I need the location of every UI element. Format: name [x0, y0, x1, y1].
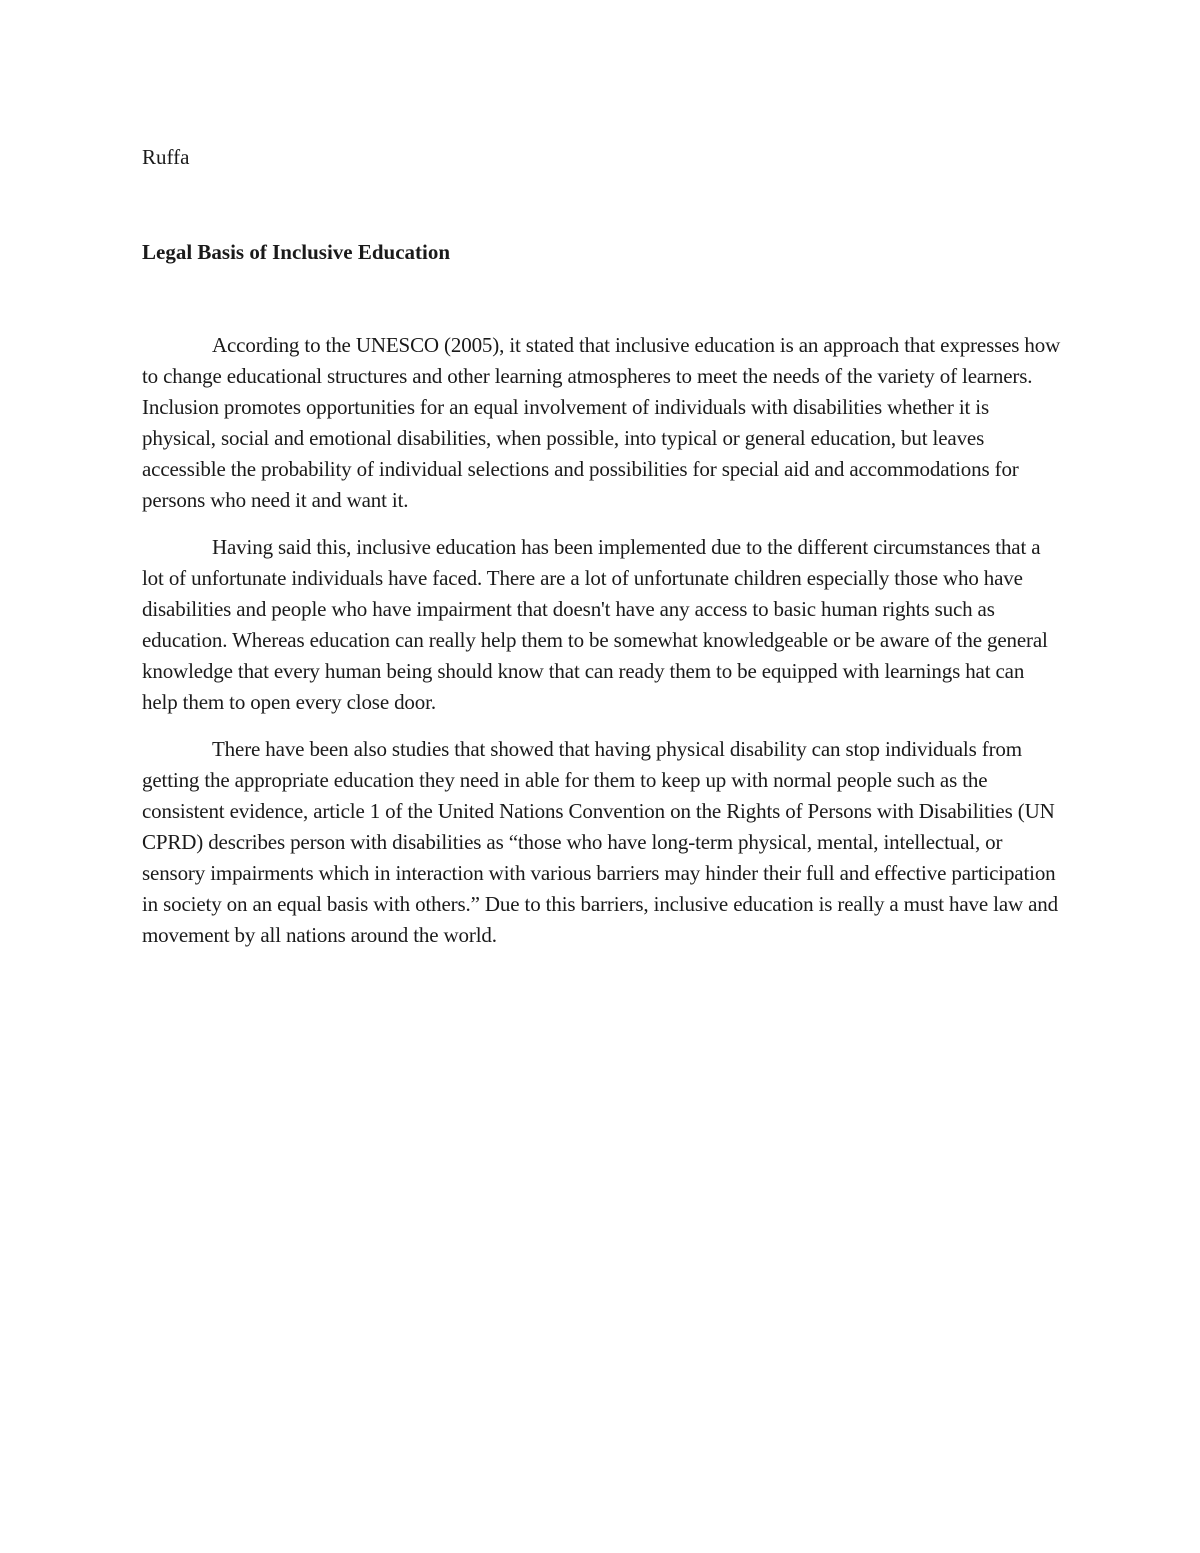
paragraph-1: According to the UNESCO (2005), it stated that inclusive education is an approach that expresses how to change educational structures and other learning atmospheres to meet the needs of the variety of learners. Inclusion promotes opportunities for an equal involvement of individuals with disabilities whether it is physical, social and emotional disabilities, when possible, into typical or general education, but leaves accessible the probability of individual selections and possibilities for special aid and accommodations for persons who need it and want it. — [142, 333, 1061, 512]
document-body — [142, 142, 1062, 967]
author-name: Ruffa — [142, 145, 190, 169]
paragraph-3: There have been also studies that showed that having physical disability can stop individuals from getting the appropriate education they need in able for them to keep up with normal people such as the consistent evidence, article 1 of the United Nations Convention on the Rights of Persons with Disabilities (UN CPRD) describes person with disabilities as “those who have long-term physical, mental, intellectual, or sensory impairments which in interaction with various barriers may hinder their full and effective participation in society on an equal basis with others.” Due to this barriers, inclusive education is really a must have law and movement by all nations around the world. — [142, 737, 1058, 947]
paragraph-2: Having said this, inclusive education has been implemented due to the different circumstances that a lot of unfortunate individuals have faced. There are a lot of unfortunate children especially those who have disabilities and people who have impairment that doesn't have any access to basic human rights such as education. Whereas education can really help them to be somewhat knowledgeable or be aware of the general knowledge that every human being should know that can ready them to be equipped with learnings hat can help them to open every close door. — [142, 535, 1048, 714]
paragraph-list — [142, 330, 1062, 951]
document-title: Legal Basis of Inclusive Education — [142, 240, 451, 264]
